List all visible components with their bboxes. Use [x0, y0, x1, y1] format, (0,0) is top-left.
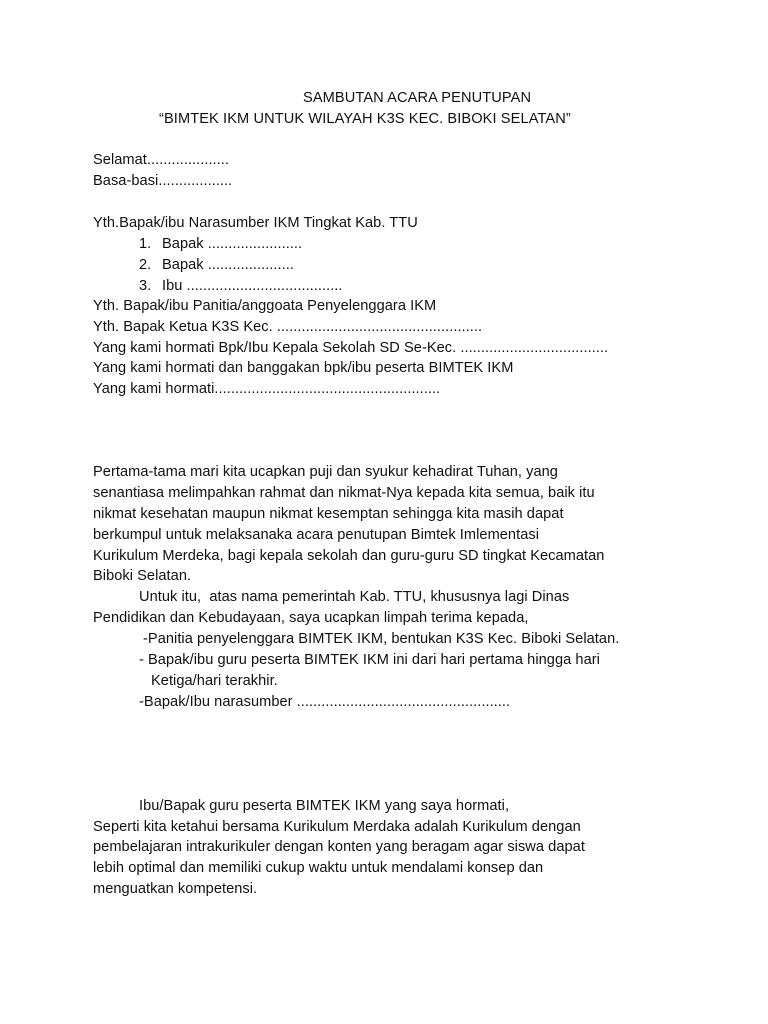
paragraph-line: Pendidikan dan Kebudayaan, saya ucapkan limpah terima kepada,: [93, 610, 529, 626]
paragraph-line: Biboki Selatan.: [93, 568, 192, 584]
list-item: Ibu ......................................: [162, 278, 343, 294]
paragraph-line: berkumpul untuk melaksanaka acara penutupan Bimtek Imlementasi: [93, 527, 540, 543]
document-title: SAMBUTAN ACARA PENUTUPAN: [303, 90, 532, 106]
thanks-item: -Panitia penyelenggara BIMTEK IKM, bentukan K3S Kec. Biboki Selatan.: [143, 631, 620, 647]
paragraph-line: Kurikulum Merdeka, bagi kepala sekolah dan guru-guru SD tingkat Kecamatan: [93, 548, 605, 564]
paragraph-address: Ibu/Bapak guru peserta BIMTEK IKM yang saya hormati,: [139, 798, 510, 814]
list-number: 2.: [139, 257, 152, 273]
thanks-item-continuation: Ketiga/hari terakhir.: [151, 673, 278, 689]
paragraph-line: pembelajaran intrakurikuler dengan konten yang beragam agar siswa dapat: [93, 839, 585, 855]
paragraph-line: Seperti kita ketahui bersama Kurikulum Merdaka adalah Kurikulum dengan: [93, 819, 581, 835]
salutation-line: Yth. Bapak Ketua K3S Kec. ..................................................: [93, 319, 483, 335]
greeting-basa-basi: Basa-basi..................: [93, 173, 233, 189]
paragraph-line: lebih optimal dan memiliki cukup waktu untuk mendalami konsep dan: [93, 860, 544, 876]
thanks-item: - Bapak/ibu guru peserta BIMTEK IKM ini dari hari pertama hingga hari: [139, 652, 600, 668]
salutation-line: Yang kami hormati.......................................................: [93, 381, 441, 397]
list-number: 1.: [139, 236, 152, 252]
paragraph-line: senantiasa melimpahkan rahmat dan nikmat-Nya kepada kita semua, baik itu: [93, 485, 595, 501]
salutation-line: Yth. Bapak/ibu Panitia/anggoata Penyelenggara IKM: [93, 298, 437, 314]
salutation-line: Yang kami hormati Bpk/Ibu Kepala Sekolah SD Se-Kec. ....................................: [93, 340, 609, 356]
document-subtitle: “BIMTEK IKM UNTUK WILAYAH K3S KEC. BIBOKI SELATAN”: [159, 111, 571, 127]
paragraph-line: menguatkan kompetensi.: [93, 881, 258, 897]
list-number: 3.: [139, 278, 152, 294]
greeting-selamat: Selamat....................: [93, 152, 229, 168]
thanks-item: -Bapak/Ibu narasumber ....................................................: [139, 694, 511, 710]
paragraph-line: Pertama-tama mari kita ucapkan puji dan syukur kehadirat Tuhan, yang: [93, 464, 558, 480]
paragraph-line: Untuk itu, atas nama pemerintah Kab. TTU, khususnya lagi Dinas: [139, 589, 570, 605]
paragraph-line: nikmat kesehatan maupun nikmat kesemptan sehingga kita masih dapat: [93, 506, 564, 522]
list-item: Bapak .....................: [162, 257, 294, 273]
list-item: Bapak .......................: [162, 236, 303, 252]
salutation-intro: Yth.Bapak/ibu Narasumber IKM Tingkat Kab. TTU: [93, 215, 418, 231]
salutation-line: Yang kami hormati dan banggakan bpk/ibu peserta BIMTEK IKM: [93, 360, 514, 376]
